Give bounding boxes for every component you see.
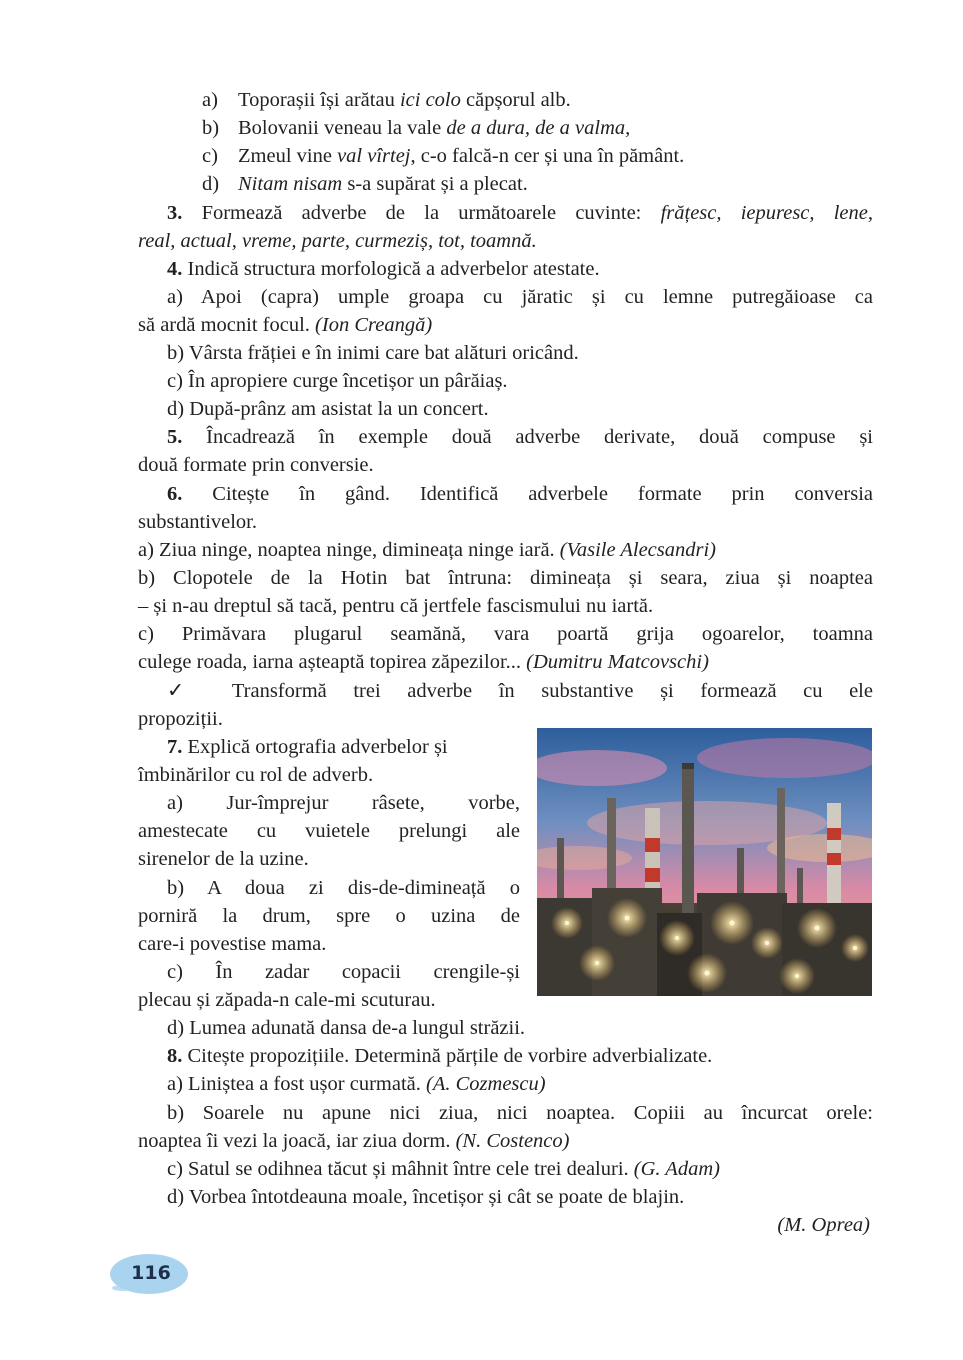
exercise-5-line-2: două formate prin conversie. <box>138 454 374 476</box>
exercise-6-task: ✓ Transformă trei adverbe în substantive și formează cu ele <box>167 680 873 702</box>
list-item: a) Toporașii își arătau ici colo căpșorul alb. <box>202 89 571 111</box>
exercise-7-item-a-cont: amestecate cu vuietele prelungi ale <box>138 820 520 842</box>
checkmark-icon: ✓ <box>167 680 206 702</box>
exercise-6-item-b: b) Clopotele de la Hotin bat întruna: dimineața și seara, ziua și noaptea <box>138 567 873 589</box>
exercise-6-item-c: c) Primăvara plugarul seamănă, vara poartă grija ogoarelor, toamna <box>138 623 873 645</box>
refinery-photo <box>537 728 872 996</box>
exercise-6-item-c-cont: culege roada, iarna așteaptă topirea zăpezilor... (Dumitru Matcovschi) <box>138 651 709 673</box>
exercise-7-item-c-cont: plecau și zăpada-n cale-mi scuturau. <box>138 989 436 1011</box>
list-item: c) Zmeul vine val vîrtej, c-o falcă-n cer și una în pământ. <box>202 145 685 167</box>
exercise-4-item-a: a) Apoi (capra) umple groapa cu jăratic și cu lemne putregăioase ca <box>167 286 873 308</box>
exercise-6-item-b-cont: – și n-au dreptul să tacă, pentru că jertfele fascismului nu iartă. <box>138 595 654 617</box>
exercise-7-item-b: b) A doua zi dis-de-dimineață o <box>167 877 520 899</box>
exercise-7-item-d: d) Lumea adunată dansa de-a lungul străzii. <box>167 1017 526 1039</box>
exercise-8-item-b: b) Soarele nu apune nici ziua, nici noaptea. Copiii au încurcat orele: <box>167 1102 873 1124</box>
list-item: d) Nitam nisam s-a supărat și a plecat. <box>202 173 528 195</box>
exercise-7-item-b-cont: care-i povestise mama. <box>138 933 327 955</box>
exercise-6-item-a: a) Ziua ninge, noaptea ninge, dimineața ninge iară. (Vasile Alecsandri) <box>138 539 716 561</box>
exercise-8-item-d: d) Vorbea întotdeauna moale, încetișor și cât se poate de blajin. <box>167 1186 685 1208</box>
exercise-7-item-a-cont: sirenelor de la uzine. <box>138 848 309 870</box>
exercise-4-item-c: c) În apropiere curge încetișor un pârăiaș. <box>167 370 508 392</box>
exercise-6-task-cont: propoziții. <box>138 708 223 730</box>
exercise-7-item-c: c) În zadar copacii crengile-și <box>167 961 520 983</box>
exercise-8-item-a: a) Liniștea a fost ușor curmată. (A. Cozmescu) <box>167 1073 546 1095</box>
exercise-7-line-1: 7. Explică ortografia adverbelor și <box>167 736 448 758</box>
exercise-5-line-1: 5. Încadrează în exemple două adverbe derivate, două compuse și <box>167 426 873 448</box>
exercise-7-item-a: a) Jur-împrejur râsete, vorbe, <box>167 792 520 814</box>
exercise-6-line-1: 6. Citește în gând. Identifică adverbele formate prin conversia <box>167 483 873 505</box>
exercise-4-heading: 4. Indică structura morfologică a adverbelor atestate. <box>167 258 600 280</box>
exercise-3-line-1: 3. Formează adverbe de la următoarele cuvinte: frățesc, iepuresc, lene, <box>167 202 873 224</box>
exercise-4-item-d: d) După-prânz am asistat la un concert. <box>167 398 489 420</box>
exercise-8-heading: 8. Citește propozițiile. Determină părțile de vorbire adverbializate. <box>167 1045 713 1067</box>
exercise-4-item-a-cont: să ardă mocnit focul. (Ion Creangă) <box>138 314 433 336</box>
exercise-8-item-c: c) Satul se odihnea tăcut și mâhnit între cele trei dealuri. (G. Adam) <box>167 1158 720 1180</box>
exercise-6-line-2: substantivelor. <box>138 511 258 533</box>
exercise-8-source: (M. Oprea) <box>777 1214 870 1236</box>
page-number: 116 <box>131 1262 171 1284</box>
exercise-8-item-b-cont: noaptea îi vezi la joacă, iar ziua dorm. (N. Costenco) <box>138 1130 570 1152</box>
refinery-illustration <box>537 728 872 996</box>
exercise-4-item-b: b) Vârsta frăției e în inimi care bat alături oricând. <box>167 342 579 364</box>
exercise-7-item-b-cont: porniră la drum, spre o uzina de <box>138 905 520 927</box>
exercise-7-line-2: îmbinărilor cu rol de adverb. <box>138 764 374 786</box>
exercise-3-line-2: real, actual, vreme, parte, curmeziș, tot, toamnă. <box>138 230 537 252</box>
list-item: b) Bolovanii veneau la vale de a dura, de a valma, <box>202 117 631 139</box>
